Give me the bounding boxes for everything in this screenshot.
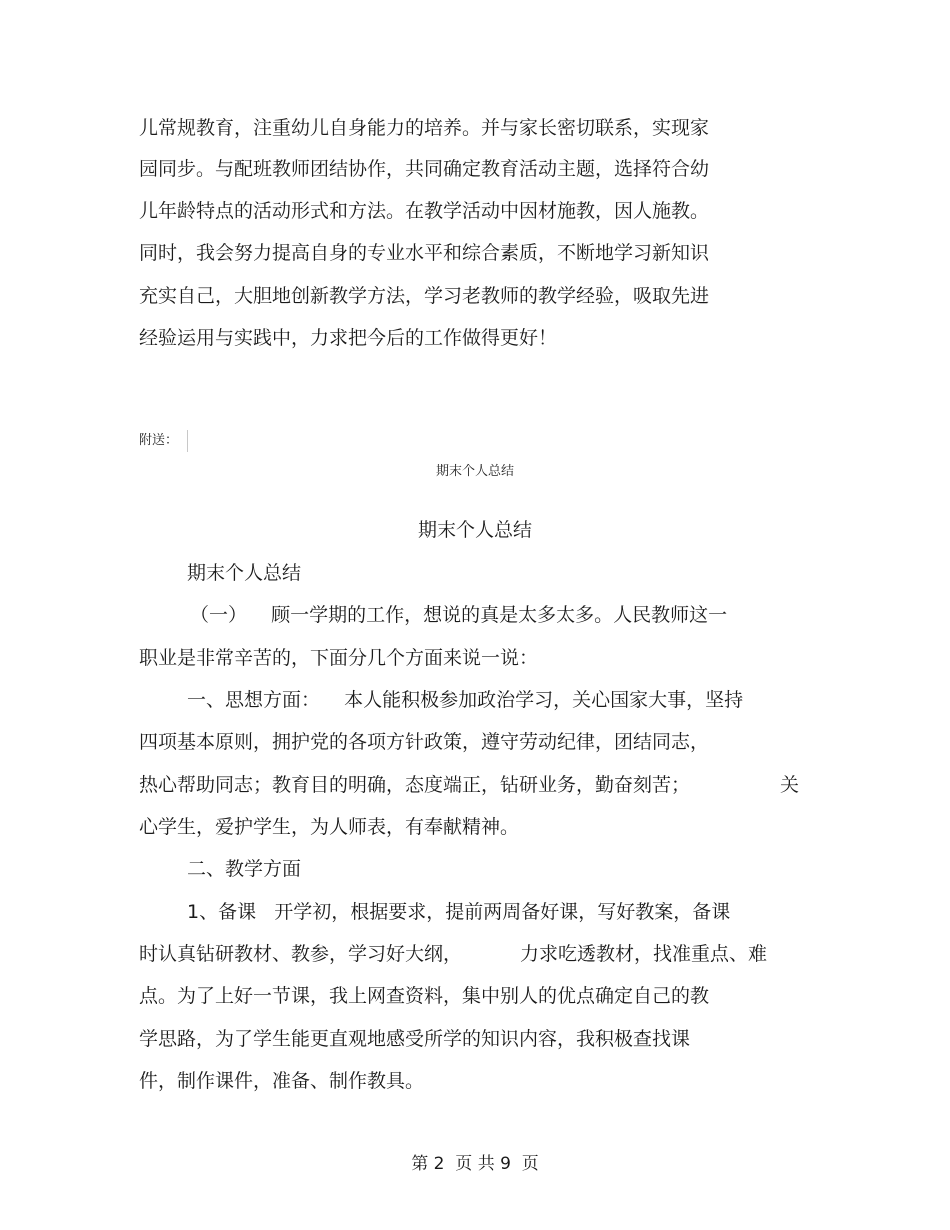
body-line: 热心帮助同志；教育目的明确，态度端正，钻研业务，勤奋刻苦； [139, 774, 691, 796]
body-line: 四项基本原则，拥护党的各项方针政策，遵守劳动纪律，团结同志， [139, 731, 710, 753]
body-line: 时认真钻研教材、教参，学习好大纲， [139, 943, 463, 965]
main-title: 期末个人总结 [417, 519, 532, 541]
section-heading: 二、教学方面 [187, 858, 302, 880]
paragraph-line: 经验运用与实践中，力求把今后的工作做得更好！ [139, 327, 558, 349]
body-line: 一、思想方面： 本人能积极参加政治学习，关心国家大事，坚持 [187, 689, 744, 711]
body-line: （一） 顾一学期的工作，想说的真是太多太多。人民教师这一 [190, 604, 728, 626]
body-line: 心学生，爱护学生，为人师表，有奉献精神。 [139, 816, 520, 838]
paragraph-line: 充实自己，大胆地创新教学方法，学习老教师的教学经验，吸取先进 [139, 285, 710, 307]
subtitle: 期末个人总结 [187, 562, 302, 584]
body-line: 件，制作课件，准备、制作教具。 [139, 1070, 425, 1092]
paragraph-line: 儿常规教育，注重幼儿自身能力的培养。并与家长密切联系，实现家 [139, 117, 710, 139]
body-line: 力求吃透教材，找准重点、难 [520, 943, 768, 965]
body-line: 关 [780, 774, 800, 796]
body-line: 学思路，为了学生能更直观地感受所学的知识内容，我积极查找课 [139, 1028, 691, 1050]
body-line: 点。为了上好一节课，我上网查资料，集中别人的优点确定自己的教 [139, 985, 710, 1007]
separator-line [187, 430, 188, 452]
paragraph-line: 园同步。与配班教师团结协作，共同确定教育活动主题，选择符合幼 [139, 158, 710, 180]
body-line: 1、备课 开学初，根据要求，提前两周备好课，写好教案，备课 [187, 901, 731, 923]
body-line: 职业是非常辛苦的，下面分几个方面来说一说： [139, 647, 539, 669]
small-title: 期末个人总结 [435, 464, 514, 479]
paragraph-line: 同时，我会努力提高自身的专业水平和综合素质，不断地学习新知识 [139, 242, 710, 264]
paragraph-line: 儿年龄特点的活动形式和方法。在教学活动中因材施教，因人施教。 [139, 200, 710, 222]
appendix-label: 附送： [139, 433, 179, 448]
page-number: 第 2 页 共 9 页 [411, 1154, 539, 1174]
